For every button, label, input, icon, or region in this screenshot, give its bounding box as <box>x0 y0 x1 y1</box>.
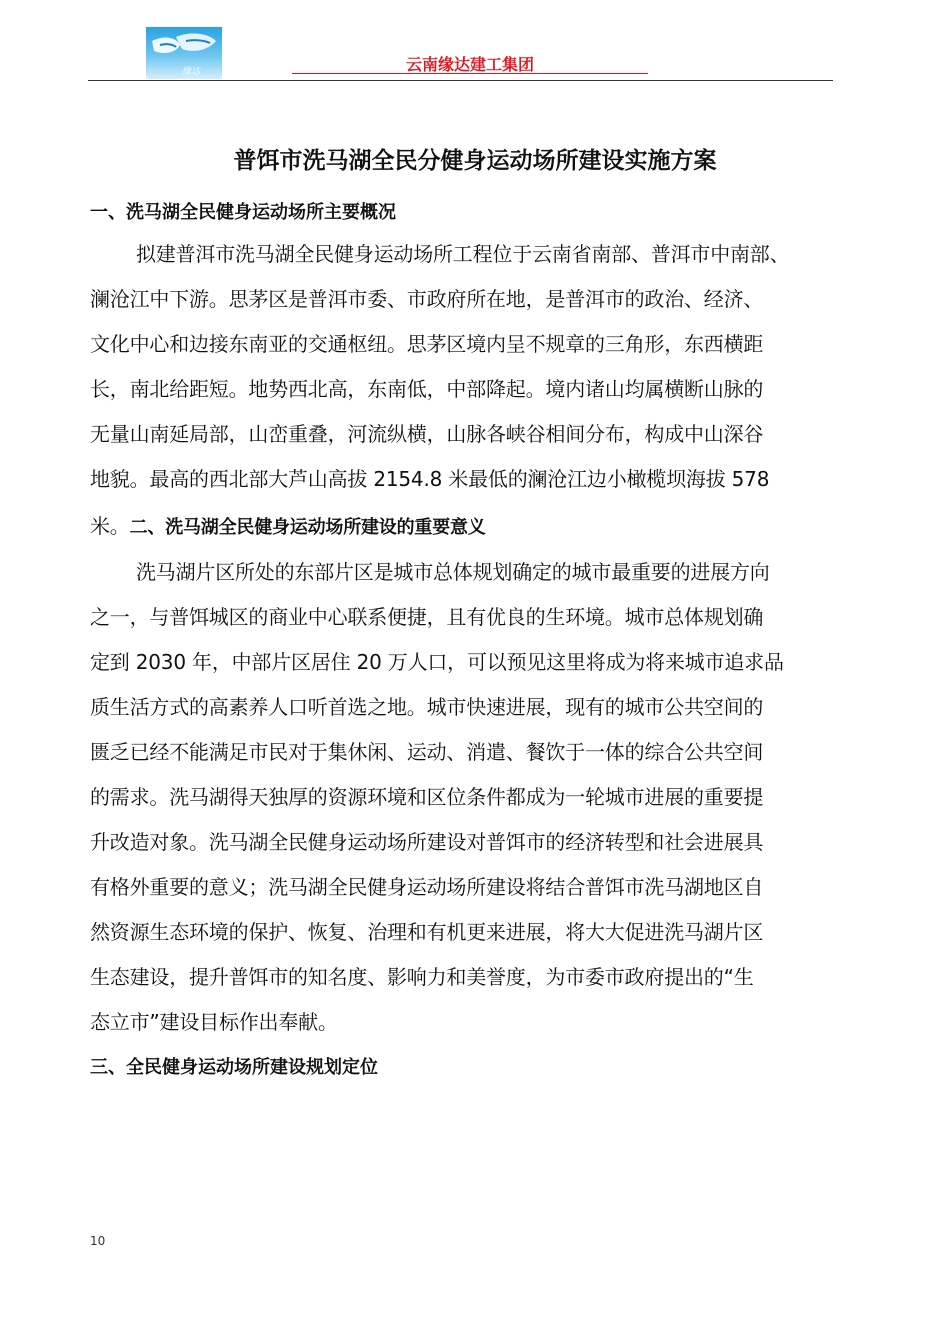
paragraph-2-line: 之一，与普饵城区的商业中心联系便捷，且有优良的生环境。城市总体规划确 <box>90 605 764 629</box>
paragraph-1-line: 澜沧江中下游。思茅区是普洱市委、市政府所在地，是普洱市的政治、经济、 <box>90 287 764 311</box>
paragraph-1-line: 文化中心和边接东南亚的交通枢纽。思茅区境内呈不规章的三角形，东西横距 <box>90 332 764 356</box>
paragraph-1-line: 地貌。最高的西北部大芦山高拔 2154.8 米最低的澜沧江边小橄榄坝海拔 578 <box>90 467 770 491</box>
paragraph-2-line: 然资源生态环境的保护、恢复、治理和有机更来进展，将大大促进洗马湖片区 <box>90 920 764 944</box>
section-heading-3: 三、全民健身运动场所建设规划定位 <box>90 1057 378 1078</box>
company-logo <box>146 27 222 79</box>
paragraph-2-line: 匮乏已经不能满足市民对于集休闲、运动、消遣、餐饮于一体的综合公共空间 <box>90 740 764 764</box>
mixed-line <box>90 510 486 539</box>
section-heading-1: 一、洗马湖全民健身运动场所主要概况 <box>90 202 396 223</box>
paragraph-2-line: 升改造对象。洗马湖全民健身运动场所建设对普饵市的经济转型和社会进展具 <box>90 830 764 854</box>
header-divider <box>88 80 833 81</box>
paragraph-2-line: 定到 2030 年，中部片区居住 20 万人口，可以预见这里将成为将来城市追求品 <box>90 650 784 674</box>
paragraph-2-line: 有格外重要的意义；洗马湖全民健身运动场所建设将结合普饵市洗马湖地区自 <box>90 875 764 899</box>
paragraph-1-line: 拟建普洱市洗马湖全民健身运动场所工程位于云南省南部、普洱市中南部、 <box>136 242 790 266</box>
paragraph-1-line: 长，南北给距短。地势西北高，东南低，中部降起。境内诸山均属横断山脉的 <box>90 377 764 401</box>
paragraph-2-line: 态立市”建设目标作出奉献。 <box>90 1010 338 1034</box>
page-header <box>0 0 950 84</box>
paragraph-1-end: 米。 <box>90 514 130 538</box>
paragraph-2-line: 的需求。洗马湖得天独厚的资源环境和区位条件都成为一轮城市进展的重要提 <box>90 785 764 809</box>
section-heading-2: 二、洗马湖全民健身运动场所建设的重要意义 <box>129 517 486 538</box>
paragraph-2-line: 质生活方式的高素养人口听首选之地。城市快速进展，现有的城市公共空间的 <box>90 695 764 719</box>
company-name: 云南缘达建工集团 <box>405 55 534 74</box>
logo-text: 缘达 <box>182 67 201 77</box>
paragraph-2-line: 洗马湖片区所处的东部片区是城市总体规划确定的城市最重要的进展方向 <box>136 560 770 584</box>
company-name-underline <box>292 73 648 74</box>
page-number: 10 <box>90 1234 106 1248</box>
paragraph-2-line: 生态建设，提升普饵市的知名度、影响力和美誉度，为市委市政府提出的“生 <box>90 965 754 989</box>
document-title: 普饵市洗马湖全民分健身运动场所建设实施方案 <box>233 147 717 174</box>
paragraph-1-line: 无量山南延局部，山峦重叠，河流纵横，山脉各峡谷相间分布，构成中山深谷 <box>90 422 764 446</box>
